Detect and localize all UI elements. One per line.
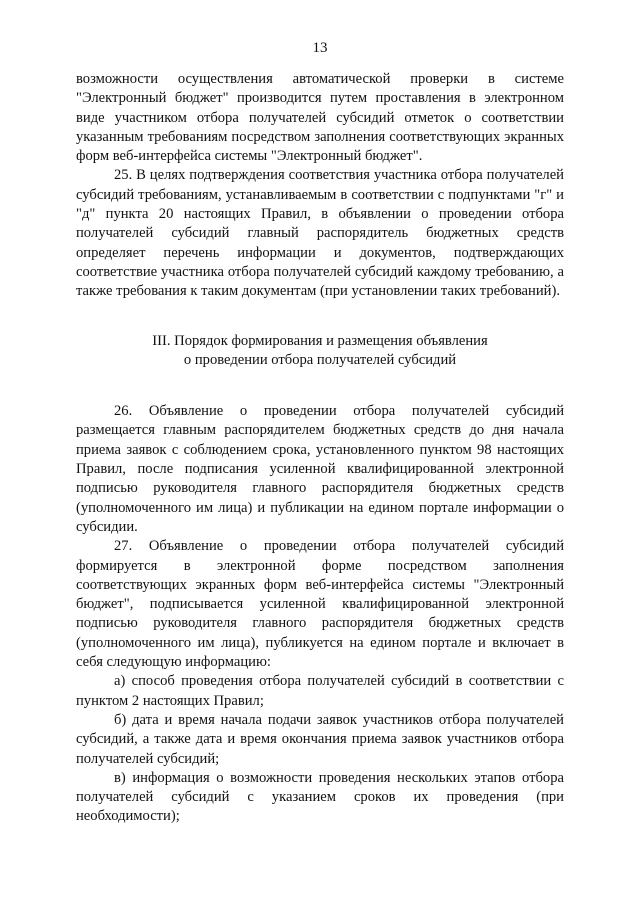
paragraph-continuation: возможности осуществления автоматической проверки в системе "Электронный бюджет" производится путем проставления в электронном виде участником отбора получателей субсидий отметок о соответствии указанным требованиям посредством заполнения соответствующих экранных форм веб-интерфейса системы "Электронный бюджет". (76, 71, 564, 165)
paragraph-26: 26. Объявление о проведении отбора получателей субсидий размещается главным распорядителем бюджетных средств до дня начала приема заявок с соблюдением срока, установленного пунктом 98 настоящих Правил, после подписания усиленной квалифицированной электронной подписью руководителя главного распорядителя бюджетных средств (уполномоченного им лица) и публикации на едином портале информации о субсидии. (76, 403, 564, 535)
section-heading-line-1: III. Порядок формирования и размещения объявления (152, 332, 488, 349)
document-body (76, 70, 564, 827)
list-item-b: б) дата и время начала подачи заявок участников отбора получателей субсидий, а также дата и время окончания приема заявок участников отбора получателей субсидий; (76, 711, 564, 767)
paragraph-25: 25. В целях подтверждения соответствия участника отбора получателей субсидий требованиям, устанавливаемым в соответствии с подпунктами "г" и "д" пункта 20 настоящих Правил, в объявлении о проведении отбора получателей субсидий главный распорядитель бюджетных средств определяет перечень информации и документов, подтверждающих соответствие участника отбора получателей субсидий каждому требованию, а также требования к таким документам (при установлении таких требований). (76, 167, 564, 300)
section-heading-line-2: о проведении отбора получателей субсидий (183, 351, 457, 368)
list-item-v: в) информация о возможности проведения нескольких этапов отбора получателей субсидий с указанием сроков их проведения (при необходимости); (76, 769, 564, 825)
paragraph-27: 27. Объявление о проведении отбора получателей субсидий формируется в электронной форме посредством заполнения соответствующих экранных форм веб-интерфейса системы "Электронный бюджет", подписывается усиленной квалифицированной электронной подписью руководителя главного распорядителя бюджетных средств (уполномоченного им лица), публикуется на едином портале и включает в себя следующую информацию: (76, 538, 564, 671)
page-number: 13 (312, 40, 328, 56)
list-item-a: а) способ проведения отбора получателей субсидий в соответствии с пунктом 2 настоящих Правил; (76, 673, 564, 709)
section-heading (76, 332, 564, 371)
